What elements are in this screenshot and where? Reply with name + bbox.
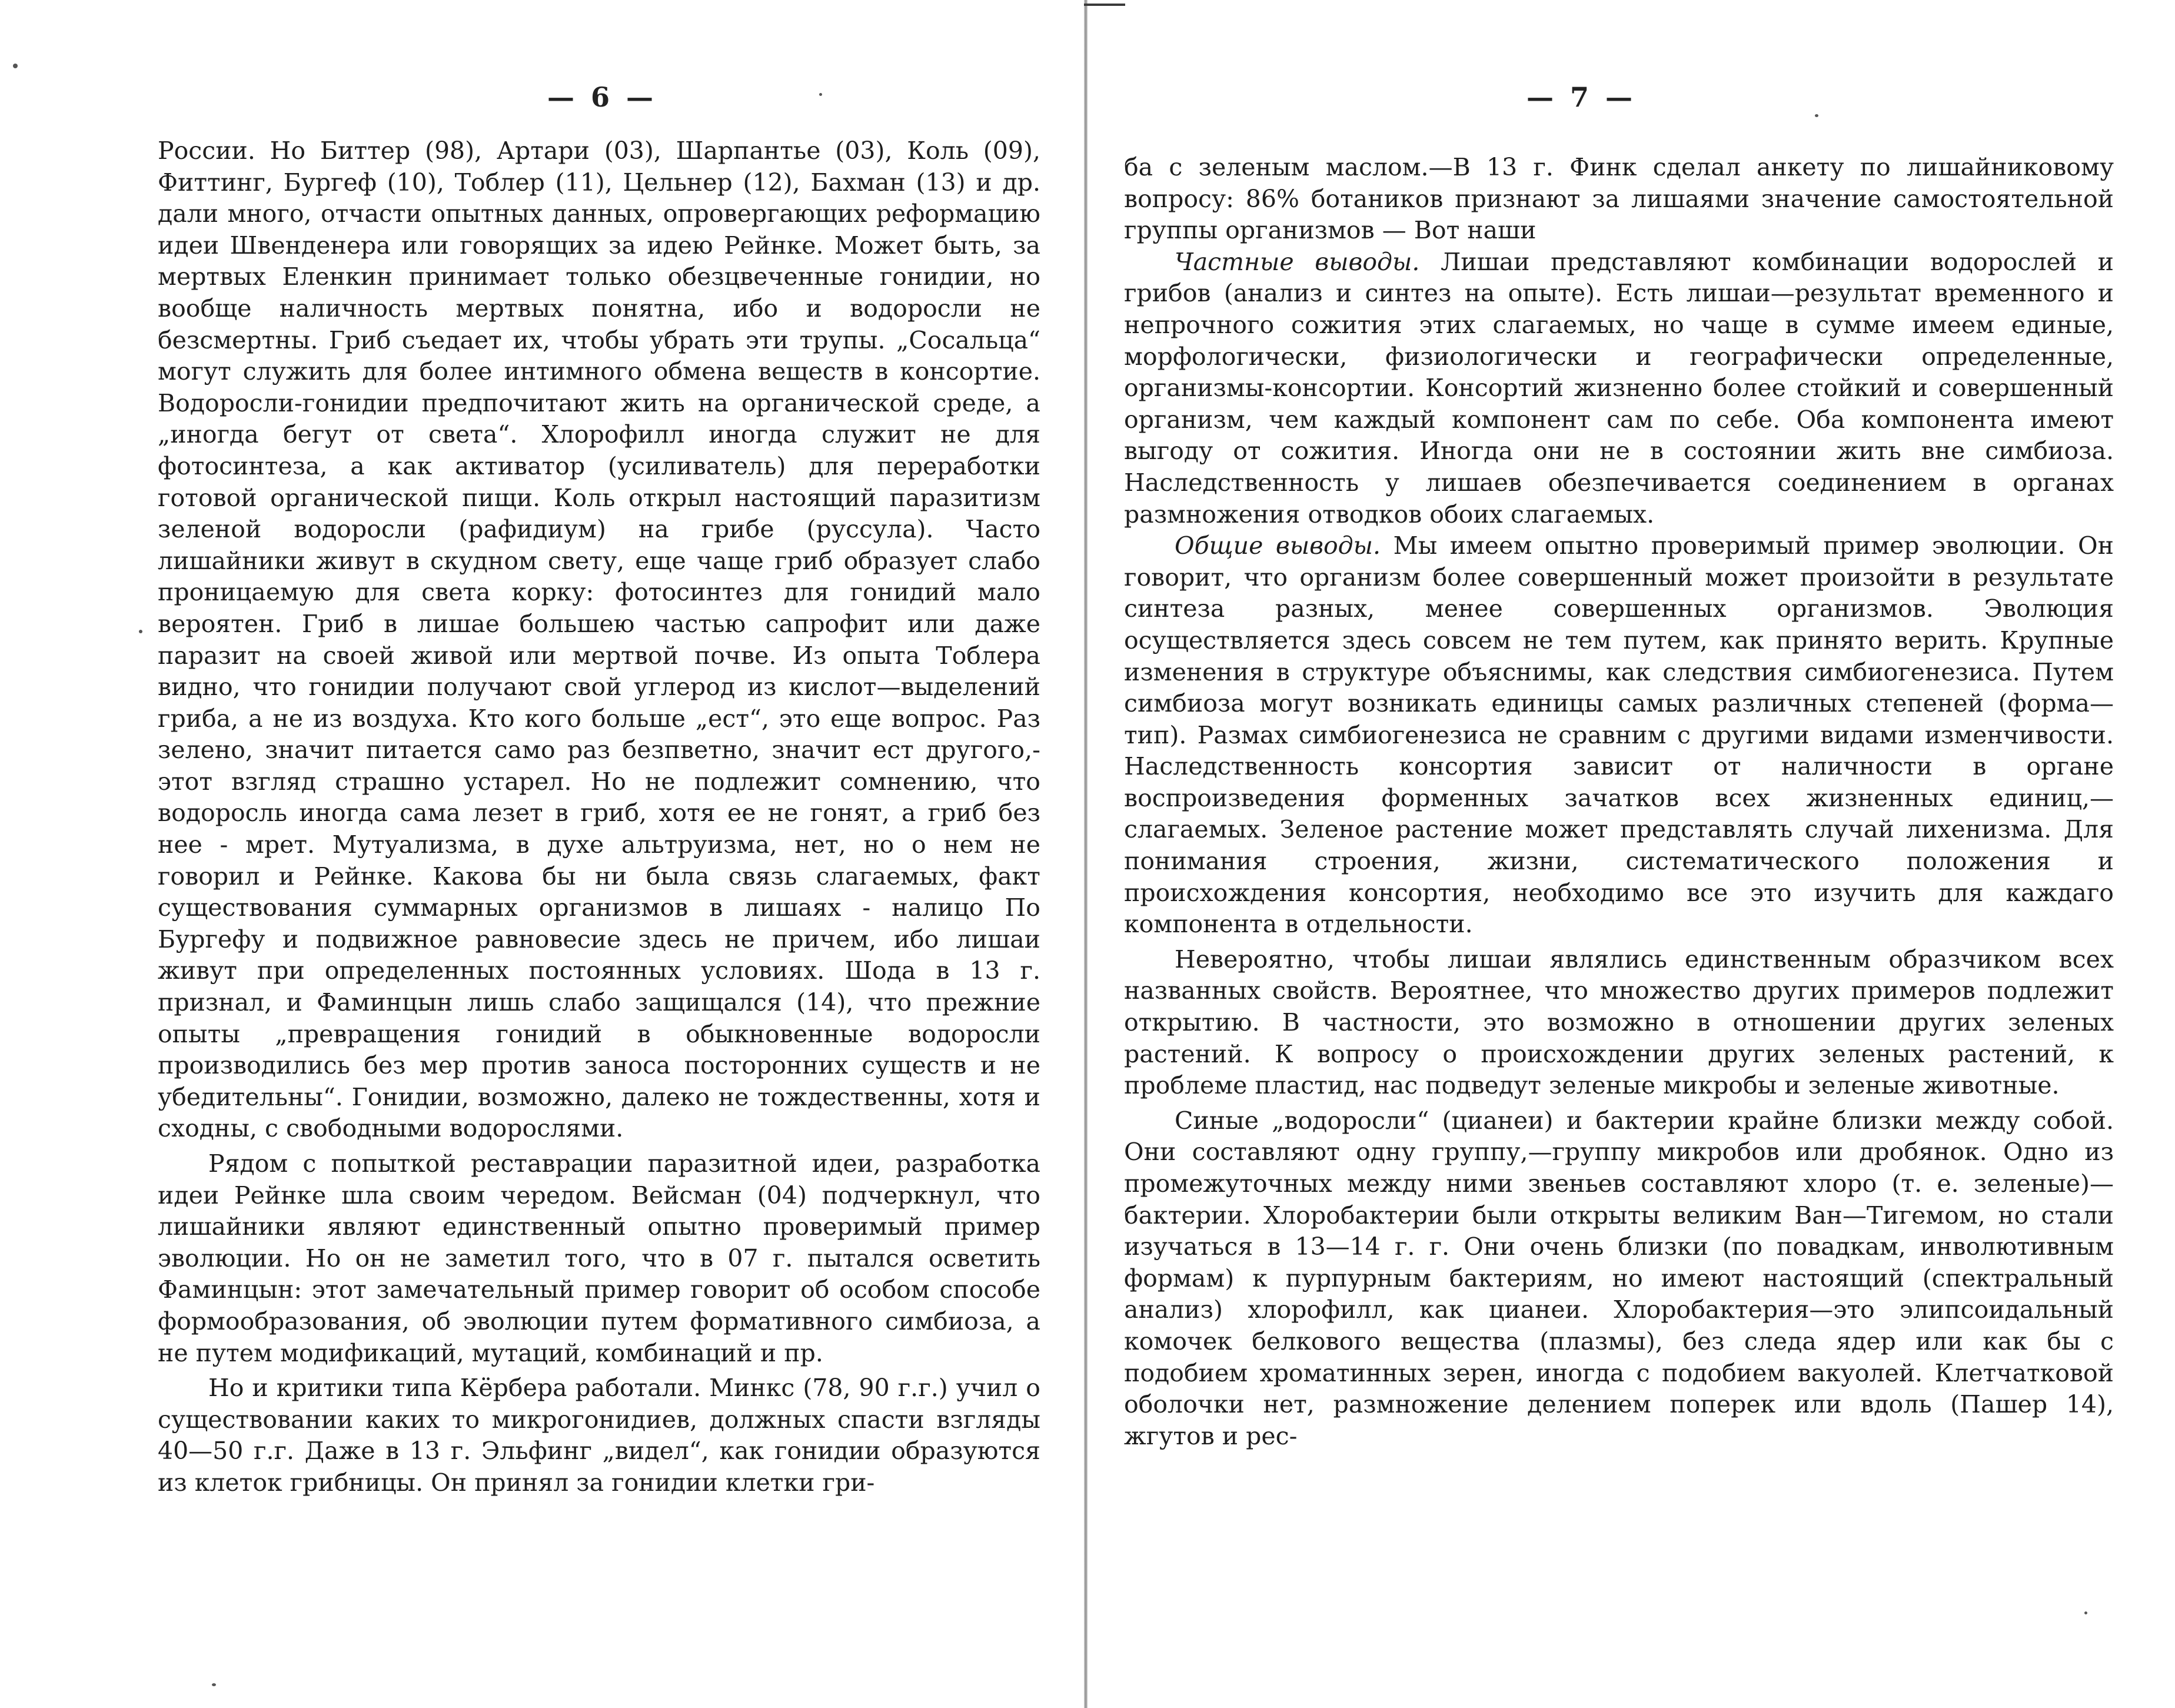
page-number: — 6 — (547, 81, 657, 113)
book-spine (1084, 0, 1088, 1708)
paragraph-text: России. Но Биттер (98), Артари (03), Шарпантье (03), Коль (09), Фиттинг, Бургеф (10), Тоблер (11), Цельнер (12), Бахман (13) и др. дали много, отчасти опытных данных, опровергающих реформацию идеи Швенденера или говорящих за идею Рейнке. Может быть, за мертвых Еленкин принимает только обезцвеченные гонидии, но вообще наличность мертвых понятна, ибо и водоросли не безсмертны. Гриб съедает их, чтобы убрать эти трупы. „Сосальца“ могут служить для более интимного обмена веществ в консортие. Водоросли-гонидии предпочитают жить на органической среде, а „иногда бегут от света“. Хлорофилл иногда служит не для фотосинтеза, а как активатор (усиливатель) для переработки готовой органической пищи. Коль открыл настоящий паразитизм зеленой водоросли (рафидиум) на грибе (руссула). Часто лишайники живут в скудном свету, еще чаще гриб образует слабо проницаемую для света корку: фотосинтез для гонидий мало вероятен. Гриб в лишае большею частью сапрофит или даже паразит на своей живой или мертвой почве. Из опыта Тоблера видно, что гонидии получают свой углерод из кислот—выделений гриба, а не из воздуха. Кто кого больше „ест“, это еще вопрос. Раз зелено, значит питается само раз безпветно, значит ест другого,- этот взгляд страшно устарел. Но не подлежит сомнению, что водоросль иногда сама лезет в гриб, хотя ее не гонят, а гриб без нее - мрет. Мутуализма, в духе альтруизма, нет, но о нем не говорил и Рейнке. Какова бы ни была связь слагаемых, факт существования суммарных организмов в лишаях - налицо По Бургефу и подвижное равновесие здесь не причем, ибо лишаи живут при определенных постоянных условиях. Шода в 13 г. признал, и Фаминцын лишь слабо защищался (14), что прежние опыты „превращения гонидий в обыкновенные водоросли производились без мер против заноса посторонних существ и не убедительны“. Гонидии, возможно, далеко не тождественны, хотя и сходны, с свободными водорослями. (158, 137, 1040, 1143)
paragraph (158, 1148, 1040, 1369)
paragraph-text: Рядом с попыткой реставрации паразитной идеи, разработка идеи Рейнке шла своим чередом. Вейсман (04) подчеркнул, что лишайники являют единственный опытно проверимый пример эволюции. Но он не заметил того, что в 07 г. пытался осветить Фаминцын: этот замечательный пример говорит об особом способе формообразования, об эволюции путем формативного симбиоза, а не путем модификаций, мутаций, комбинаций и пр. (158, 1149, 1040, 1367)
scan-speck (212, 1683, 216, 1686)
paragraph (1124, 944, 2114, 1102)
scan-speck (139, 630, 142, 633)
paragraph-text: Мы имеем опытно проверимый пример эволюции. Он говорит, что организм более совершенный может произойти в результате синтеза разных, менее совершенных организмов. Эволюция осуществляется здесь совсем не тем путем, как принято верить. Крупные изменения в структуре объяснимы, как следствия симбиогенезиса. Путем симбиоза могут возникать единицы самых различных степеней (форма—тип). Размах симбиогенезиса не сравним с другими видами изменчивости. Наследственность консортия зависит от наличности в органе воспроизведения форменных зачатков всех жизненных единиц,—слагаемых. Зеленое растение может представлять случай лихенизма. Для понимания строения, жизни, систематического положения и происхождения консортия, необходимо все это изучить для каждаго компонента в отдельности. (1124, 531, 2114, 939)
page-body (1124, 152, 2114, 1452)
paragraph-text: ба с зеленым маслом.—В 13 г. Финк сделал анкету по лишайниковому вопросу: 86% ботаников признают за лишаями значение самостоятельной группы организмов — Вот наши (1124, 153, 2114, 245)
left-page (0, 0, 1077, 1708)
paragraph-text: Невероятно, чтобы лишаи являлись единственным образчиком всех названных свойств. Вероятнее, что множество других примеров подлежит открытию. В частности, это возможно в отношении других зеленых растений. К вопросу о происхождении других зеленых растений, к проблеме пластид, нас подведут зеленые микробы и зеленые животные. (1124, 945, 2114, 1100)
scan-speck (1815, 114, 1818, 117)
paragraph-text: Лишаи представляют комбинации водорослей и грибов (анализ и синтез на опыте). Есть лишаи—результат временного и непрочного сожития этих слагаемых, но чаще в сумме имеем единые, морфологически, физиологически и географически определенные, организмы-консортии. Консортий жизненно более стойкий и совершенный организм, чем каждый компонент сам по себе. Оба компонента имеют выгоду от сожития. Иногда они не в состоянии жить вне симбиоза. Наследственность у лишаев обезпечивается соединением в органах размножения отводков обоих слагаемых. (1124, 247, 2114, 529)
paragraph-text: Синые „водоросли“ (цианеи) и бактерии крайне близки между собой. Они составляют одну группу,—группу микробов или дробянок. Одно из промежуточных между ними звеньев составляют хлоро (т. е. зеленые)—бактерии. Хлоробактерии были открыты великим Ван—Тигемом, но стали изучаться в 13—14 г. г. Они очень близки (по повадкам, инволютивным формам) к пурпурным бактериям, но имеют настоящий (спектральный анализ) хлорофилл, как цианеи. Хлоробактерия—это элипсоидальный комочек белкового вещества (плазмы), без следа ядер или как бы с подобием хроматинных зерен, иногда с подобием вакуолей. Клетчатковой оболочки нет, размножение делением поперек или вдоль (Пашер 14), жгутов и рес- (1124, 1106, 2114, 1450)
paragraph-text: Но и критики типа Кёрбера работали. Минкс (78, 90 г.г.) учил о существовании каких то микрогонидиев, должных спасти взгляды 40—50 г.г. Даже в 13 г. Эльфинг „видел“, как гонидии образуются из клеток грибницы. Он принял за гонидии клетки гри- (158, 1374, 1040, 1497)
right-page (1096, 0, 2175, 1708)
scan-speck (819, 93, 822, 96)
page-body (158, 135, 1040, 1499)
scan-speck (2084, 1611, 2087, 1614)
paragraph (1124, 530, 2114, 941)
page-number: — 7 — (1527, 81, 1637, 113)
paragraph-heading: Общие выводы. (1175, 531, 1381, 560)
paragraph (1124, 1105, 2114, 1453)
paragraph (1124, 247, 2114, 530)
scan-speck (13, 64, 18, 68)
paragraph-heading: Частные выводы. (1175, 247, 1420, 276)
paragraph (1124, 152, 2114, 247)
paragraph (158, 1373, 1040, 1498)
paragraph (158, 135, 1040, 1145)
